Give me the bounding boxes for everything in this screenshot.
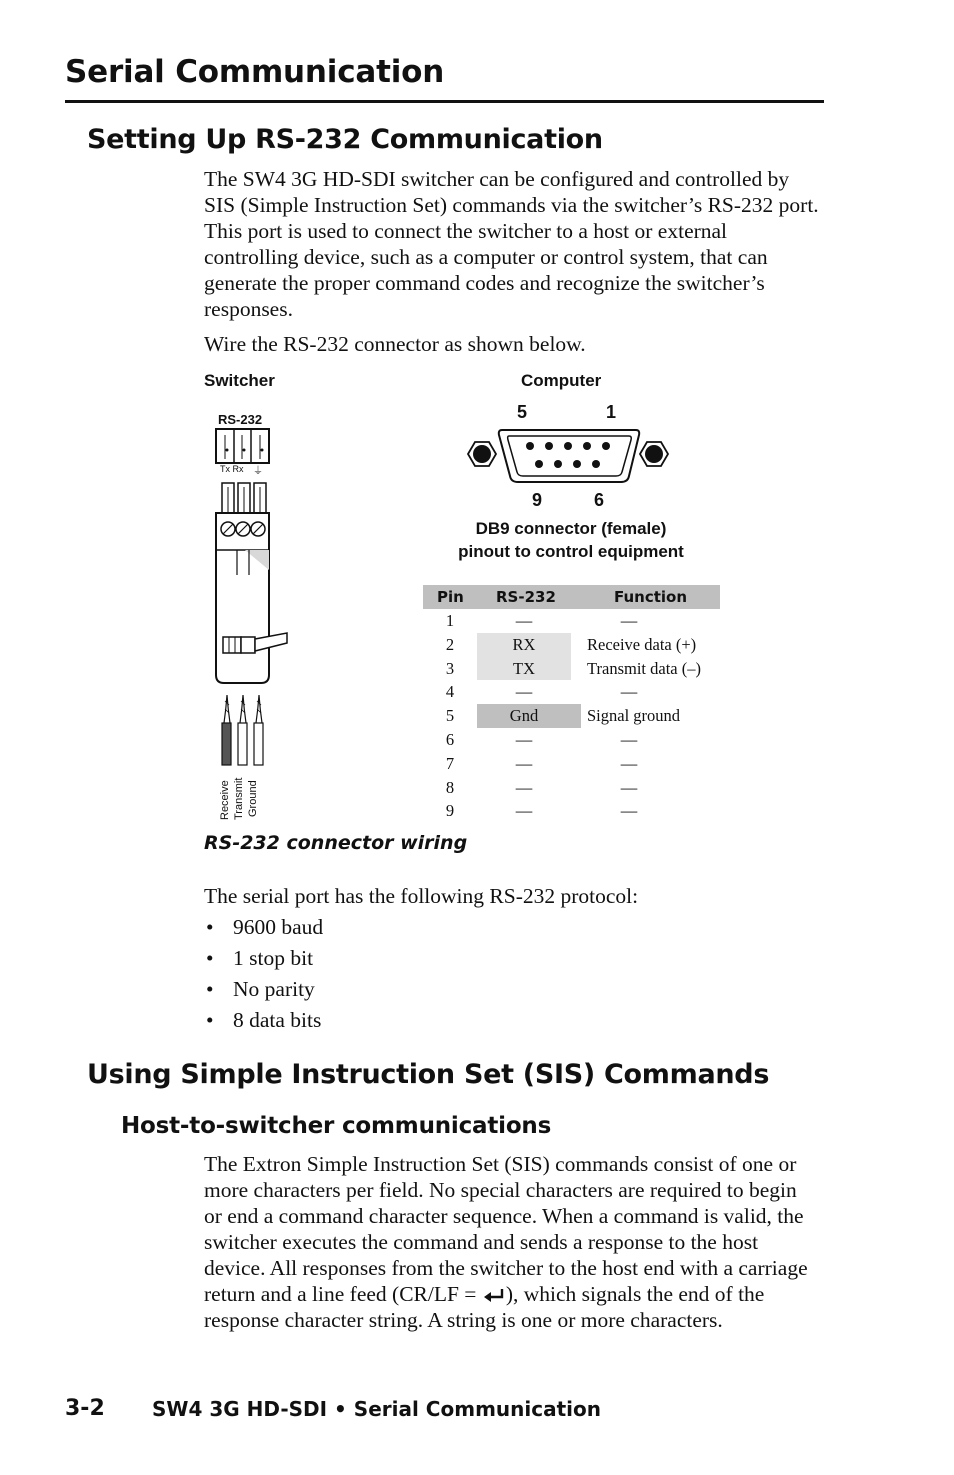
wire-label-receive: Receive: [219, 780, 231, 820]
transmit-wire: [238, 723, 247, 765]
header-rs232: RS-232: [496, 588, 556, 606]
rs232-intro-paragraph: The SW4 3G HD-SDI switcher can be configured and controlled by SIS (Simple Instruction Set) commands via the switcher’s RS-232 port. This port is used to connect the switcher to a host or external controlling device, such as a computer or control system, that can generate the proper command codes and recognize the switcher’s responses.: [204, 167, 819, 321]
db9-pin6-label: 6: [594, 490, 605, 510]
page-number: 3-2: [65, 1396, 105, 1421]
wire-label-ground: Ground: [247, 780, 259, 817]
db9-pin1-label: 1: [606, 402, 617, 422]
chapter-rule: [65, 100, 824, 103]
subheading-host-to-switcher: Host-to-switcher communications: [121, 1113, 552, 1139]
db9-caption-line1: DB9 connector (female): [475, 519, 667, 538]
table-row: 2 RX Receive data (+): [423, 633, 733, 657]
header-function: Function: [614, 588, 688, 606]
receive-wire: [222, 723, 231, 765]
footer-title: SW4 3G HD-SDI • Serial Communication: [152, 1397, 601, 1421]
pin-table-header: [423, 585, 720, 609]
db9-pin5-label: 5: [517, 402, 528, 422]
table-row: 8 — —: [445, 777, 638, 797]
table-row: 7 — —: [445, 753, 638, 773]
computer-label: Computer: [521, 371, 602, 390]
wire-label-transmit: Transmit: [233, 777, 245, 820]
sis-paragraph-text-2: ), which signals the end of the response character string. A string is one or more characters.: [204, 1282, 765, 1332]
wire-instruction-paragraph: Wire the RS-232 connector as shown below.: [204, 332, 586, 356]
sis-paragraph: [204, 1151, 819, 1333]
list-item: • 1 stop bit: [204, 945, 323, 976]
table-row: 4 — —: [445, 682, 638, 702]
ground-wire: [254, 723, 263, 765]
db9-pin9-label: 9: [532, 490, 543, 510]
switcher-label: Switcher: [204, 371, 275, 390]
table-row: 5 Gnd Signal ground: [423, 704, 733, 728]
rs232-port-label: RS-232: [218, 412, 263, 427]
db9-connector-drawing: [464, 426, 674, 486]
port-pins-label: Tx Rx: [220, 464, 244, 474]
ground-symbol: ⏚: [253, 466, 263, 477]
section-heading-rs232-setup: Setting Up RS-232 Communication: [87, 124, 603, 155]
protocol-intro: The serial port has the following RS-232 protocol:: [204, 884, 639, 908]
list-item: • 9600 baud: [204, 914, 323, 945]
list-item: • No parity: [204, 976, 323, 1007]
table-row: 9 — —: [445, 801, 638, 821]
protocol-list: [204, 914, 323, 1038]
table-row: 1 — —: [445, 611, 638, 630]
table-row: 3 TX Transmit data (–): [423, 657, 733, 681]
return-arrow-icon: [482, 1287, 506, 1303]
section-heading-sis-commands: Using Simple Instruction Set (SIS) Commands: [87, 1059, 770, 1090]
db9-caption: [420, 517, 722, 563]
figure-caption: RS-232 connector wiring: [204, 832, 468, 854]
header-pin: Pin: [437, 588, 464, 606]
list-item: • 8 data bits: [204, 1007, 323, 1038]
db9-caption-line2: pinout to control equipment: [458, 542, 684, 561]
chapter-title: Serial Communication: [65, 54, 445, 90]
pin-function-table: [423, 585, 733, 823]
switcher-captive-screw-plug-drawing: [205, 425, 295, 825]
sis-paragraph-text-1: The Extron Simple Instruction Set (SIS) commands consist of one or more characters per field. No special characters are required to begin or end a command character sequence. When a command is valid, the switcher executes the command and sends a response to the host device. All responses from the switcher to the host end with a carriage return and a line feed (CR/LF =: [204, 1152, 808, 1306]
table-row: 6 — —: [445, 729, 638, 749]
